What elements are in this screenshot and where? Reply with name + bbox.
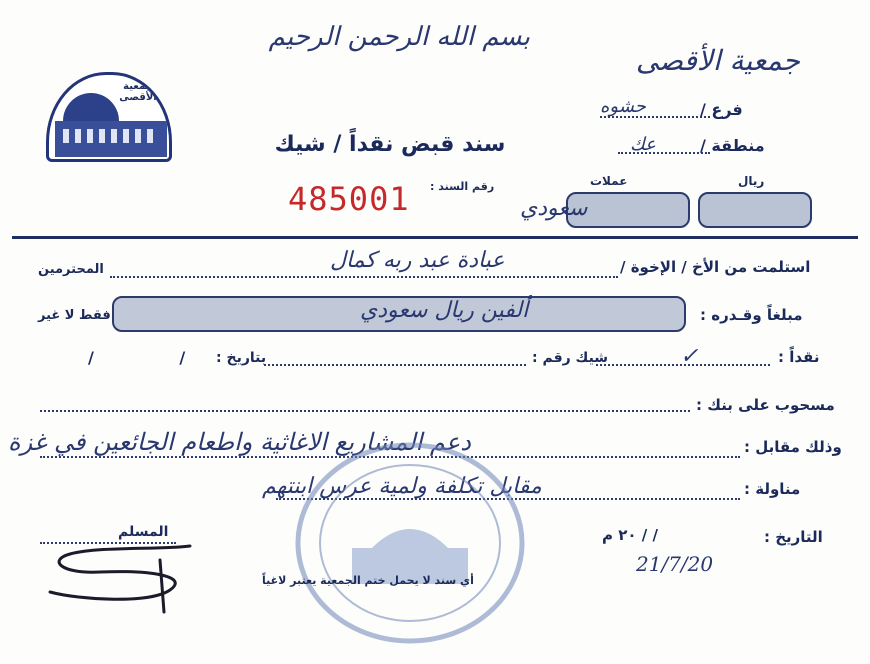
purpose-label: وذلك مقابل : — [744, 438, 842, 456]
receipt-number: 485001 — [288, 180, 410, 218]
organization-name: جمعية الأقصى — [635, 44, 800, 77]
region-label: منطقة / — [700, 136, 765, 155]
receipt-number-label: رقم السند : — [430, 180, 495, 193]
logo-text: جمعية الأقصى — [119, 81, 157, 103]
basmala-heading: بسم الله الرحمن الرحيم — [268, 22, 530, 52]
currencies-label: عملات — [590, 174, 628, 188]
amount-value: ألفين ريال سعودي — [360, 298, 529, 323]
region-dotted-line — [618, 152, 710, 154]
branch-label: فرع / — [700, 100, 743, 119]
final-date-template: / / ٢٠ م — [602, 526, 658, 544]
region-value: عك — [630, 134, 656, 155]
mosque-logo — [46, 72, 172, 162]
received-from-label: استلمت من الأخ / الإخوة / — [620, 258, 811, 276]
respected-suffix: المحترمين — [38, 262, 104, 277]
mosque-windows — [63, 129, 159, 143]
riyal-label: ريال — [738, 174, 765, 188]
currency-written-value: سعودي — [520, 196, 588, 221]
document-title: سند قبض نقداً / شيك — [274, 132, 506, 157]
final-date-value: 21/7/20 — [636, 552, 714, 576]
cheque-number-line — [264, 364, 526, 366]
cash-line — [596, 364, 770, 366]
branch-value: حشوه — [600, 96, 646, 117]
cheque-number-label: شيك رقم : — [532, 350, 609, 366]
final-date-label: التاريخ : — [764, 528, 823, 546]
cheque-date-slashes: / / — [88, 348, 226, 367]
cash-check-mark: ✓ — [680, 344, 699, 369]
footer-note: أي سند لا يحمل ختم الجمعية يعتبر لاغياً — [262, 574, 474, 587]
handover-label: مناولة : — [744, 480, 801, 498]
cheque-date-label: بتاريخ : — [216, 350, 267, 366]
handover-value: مقابل تكلفة ولمية عرس ابنتهم — [262, 474, 542, 499]
amount-suffix: فقط لا غير — [38, 308, 111, 323]
branch-dotted-line — [600, 116, 710, 118]
riyal-amount-box — [698, 192, 812, 228]
receiver-label: المسلم — [118, 524, 169, 540]
purpose-value: دعم المشاريع الاغاثية واطعام الجائعين في غزة — [8, 428, 471, 456]
received-from-value: عبادة عبد ربه كمال — [330, 248, 505, 273]
association-stamp — [290, 438, 530, 648]
bank-label: مسحوب على بنك : — [696, 396, 835, 414]
receiver-signature — [40, 540, 210, 616]
received-from-line — [110, 276, 618, 278]
header-divider — [12, 236, 858, 239]
amount-label: مبلغاً وقـدره : — [700, 306, 803, 324]
bank-line — [40, 410, 690, 412]
cash-label: نقداً : — [778, 348, 820, 366]
